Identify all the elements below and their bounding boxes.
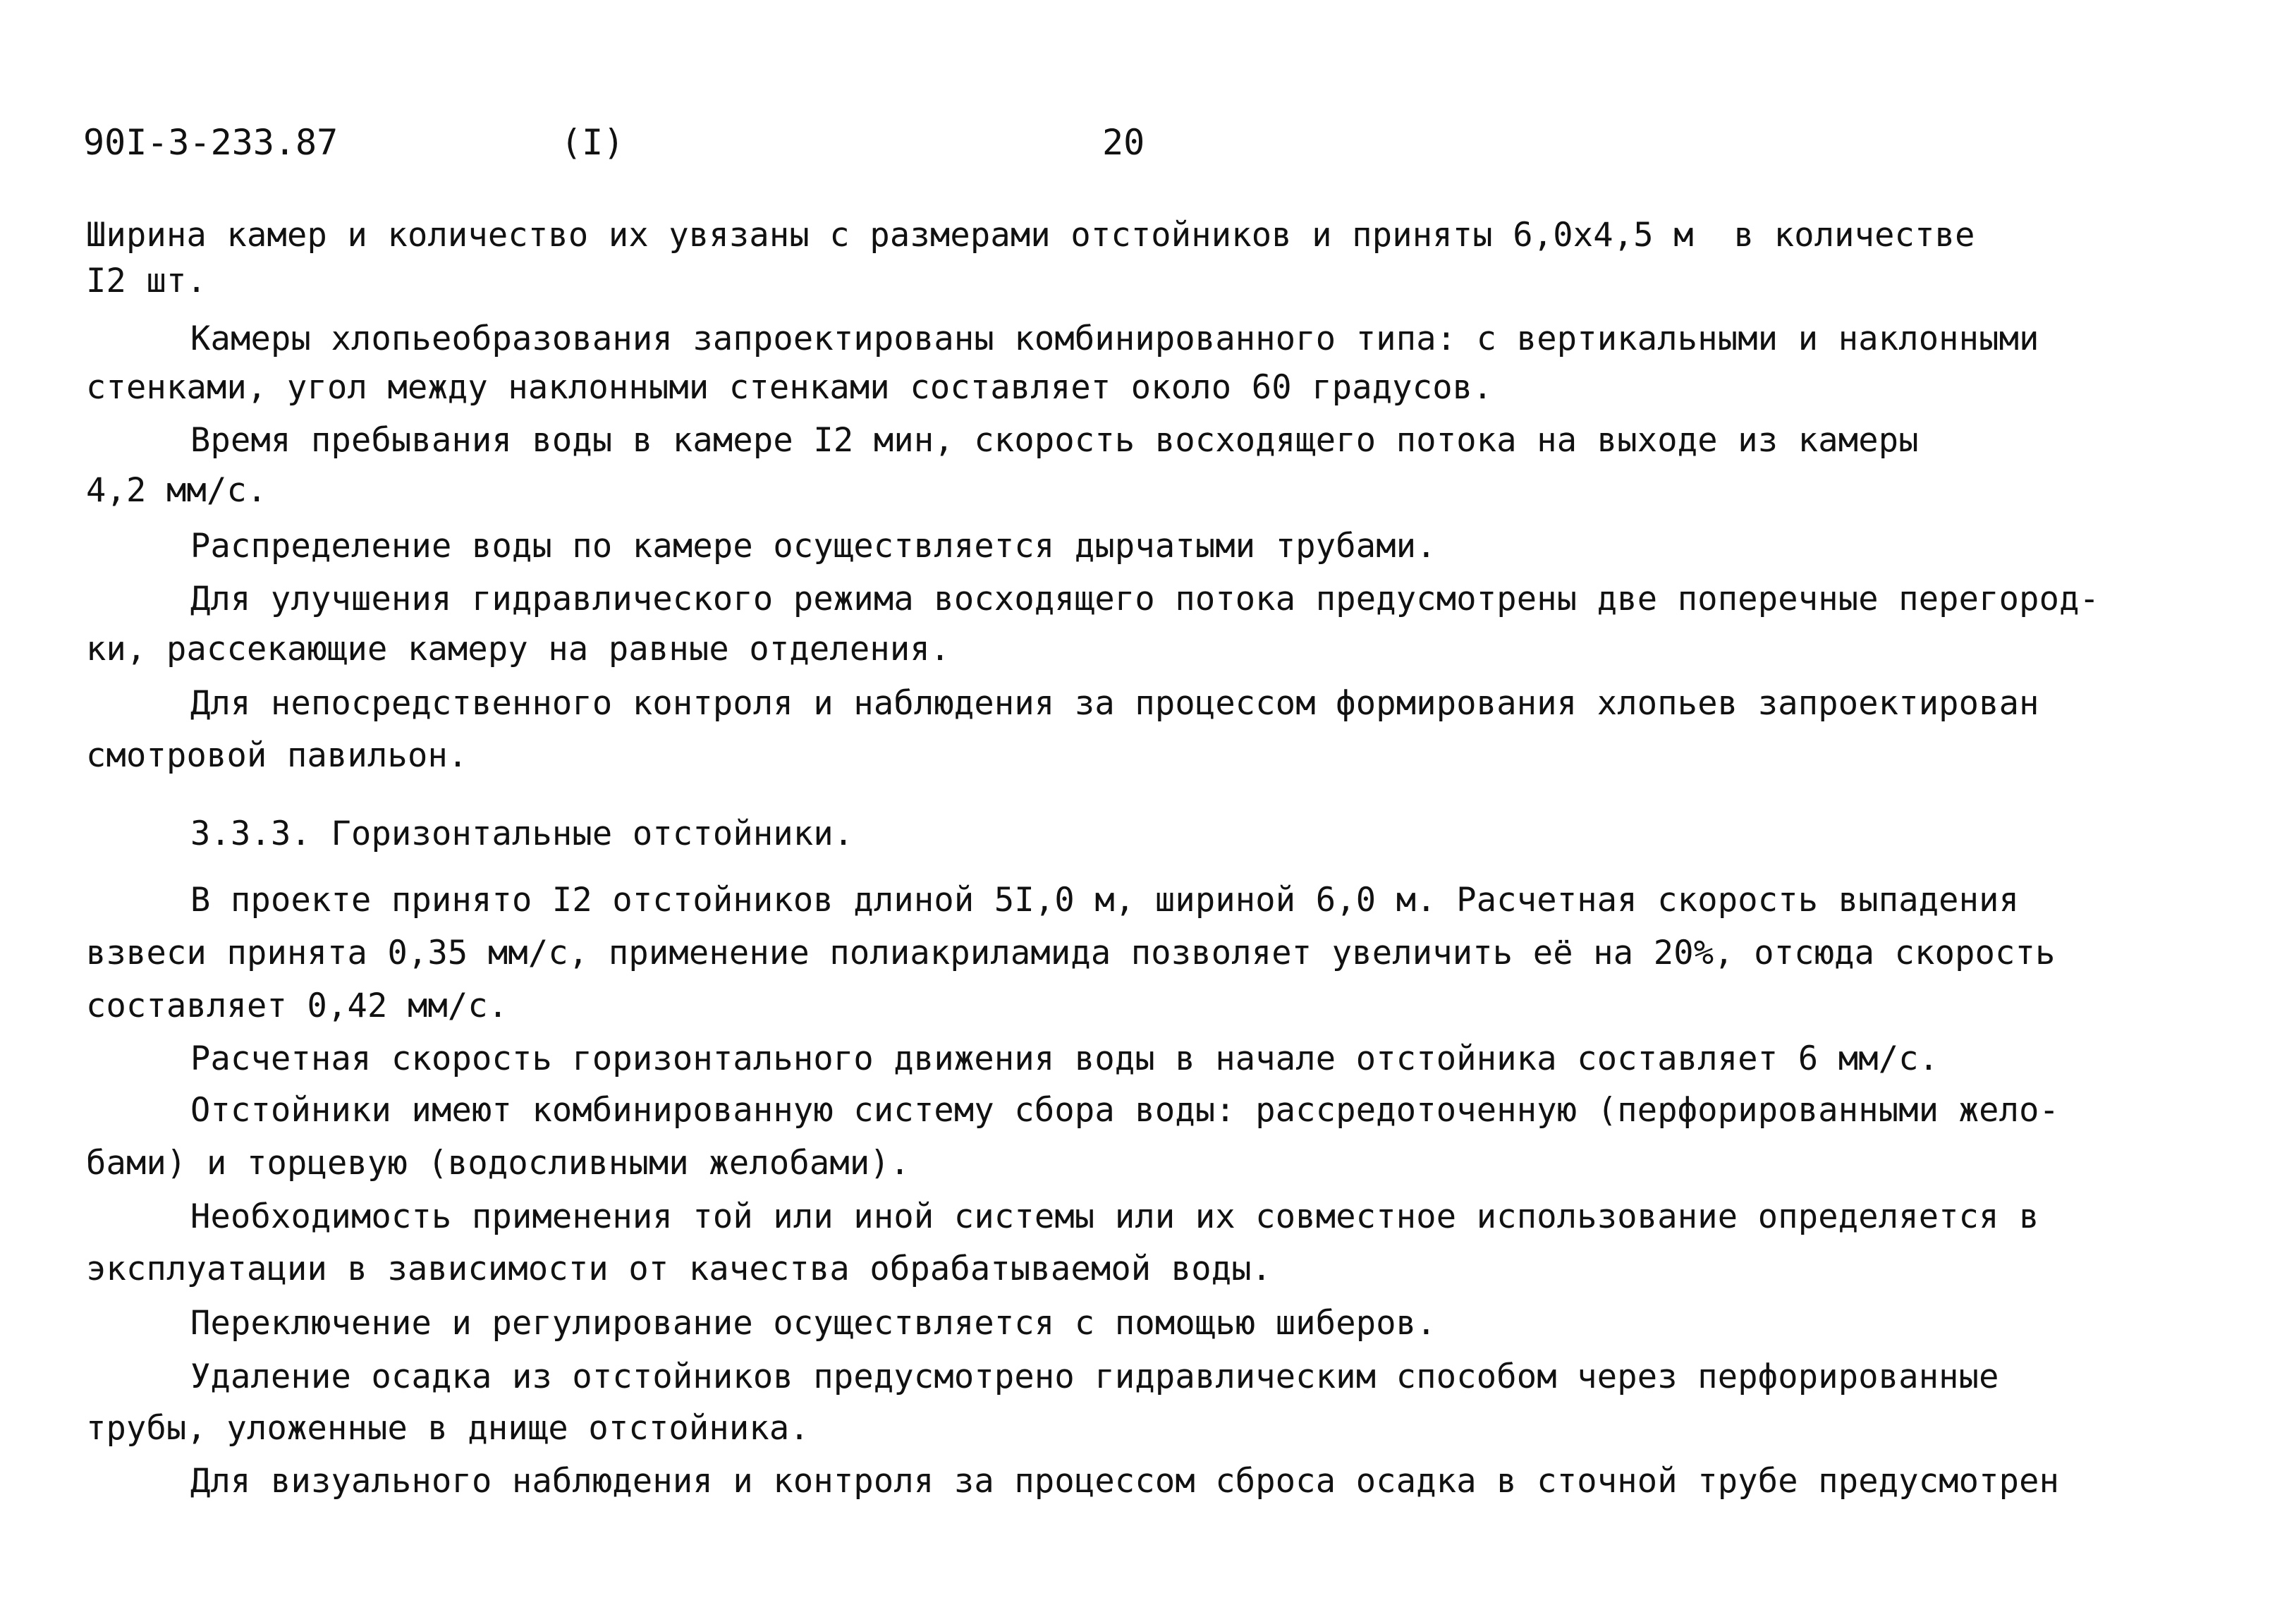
paragraph-first-line: Переключение и регулирование осуществляется с помощью шиберов. — [190, 1304, 1436, 1343]
paragraph-first-line: Расчетная скорость горизонтального движения воды в начале отстойника составляет 6 мм/с. — [190, 1039, 1939, 1078]
page-number: 20 — [1102, 122, 1145, 163]
paragraph-first-line: Для визуального наблюдения и контроля за процессом сброса осадка в сточной трубе предусмотрен — [190, 1462, 2060, 1501]
sheet-number: (I) — [561, 122, 625, 163]
text-line: I2 шт. — [86, 262, 207, 300]
text-line: трубы, уложенные в днище отстойника. — [86, 1409, 810, 1448]
text-line: бами) и торцевую (водосливными желобами). — [86, 1144, 910, 1183]
text-line: ки, рассекающие камеру на равные отделения. — [86, 630, 951, 668]
text-line: смотровой павильон. — [86, 736, 468, 775]
paragraph-first-line: Камеры хлопьеобразования запроектированы комбинированного типа: с вертикальными и наклонными — [190, 319, 2039, 358]
section-heading: 3.3.3. Горизонтальные отстойники. — [190, 814, 854, 853]
paragraph-first-line: В проекте принято I2 отстойников длиной 5I,0 м, шириной 6,0 м. Расчетная скорость выпадения — [190, 881, 2020, 920]
paragraph-first-line: Отстойники имеют комбинированную систему сбора воды: рассредоточенную (перфорированными жело- — [190, 1091, 2060, 1130]
text-line: взвеси принята 0,35 мм/с, применение полиакриламида позволяет увеличить её на 20%, отсюда скорость — [86, 934, 2056, 972]
paragraph-first-line: Необходимость применения той или иной системы или их совместное использование определяется в — [190, 1197, 2039, 1236]
text-line: Ширина камер и количество их увязаны с размерами отстойников и приняты 6,0х4,5 м в количестве — [86, 216, 1975, 255]
paragraph-first-line: Для улучшения гидравлического режима восходящего потока предусмотрены две поперечные перегород- — [190, 580, 2100, 618]
text-line: эксплуатации в зависимости от качества обрабатываемой воды. — [86, 1250, 1272, 1288]
document-code: 90I-3-233.87 — [83, 122, 338, 163]
paragraph-first-line: Удаление осадка из отстойников предусмотрено гидравлическим способом через перфорированные — [190, 1357, 1999, 1396]
text-line: составляет 0,42 мм/с. — [86, 987, 508, 1025]
text-line: стенками, угол между наклонными стенками составляет около 60 градусов. — [86, 368, 1493, 407]
paragraph-first-line: Время пребывания воды в камере I2 мин, скорость восходящего потока на выходе из камеры — [190, 421, 1919, 460]
text-line: 4,2 мм/с. — [86, 471, 267, 510]
paragraph-first-line: Распределение воды по камере осуществляется дырчатыми трубами. — [190, 527, 1436, 566]
paragraph-first-line: Для непосредственного контроля и наблюдения за процессом формирования хлопьев запроектирован — [190, 684, 2039, 723]
